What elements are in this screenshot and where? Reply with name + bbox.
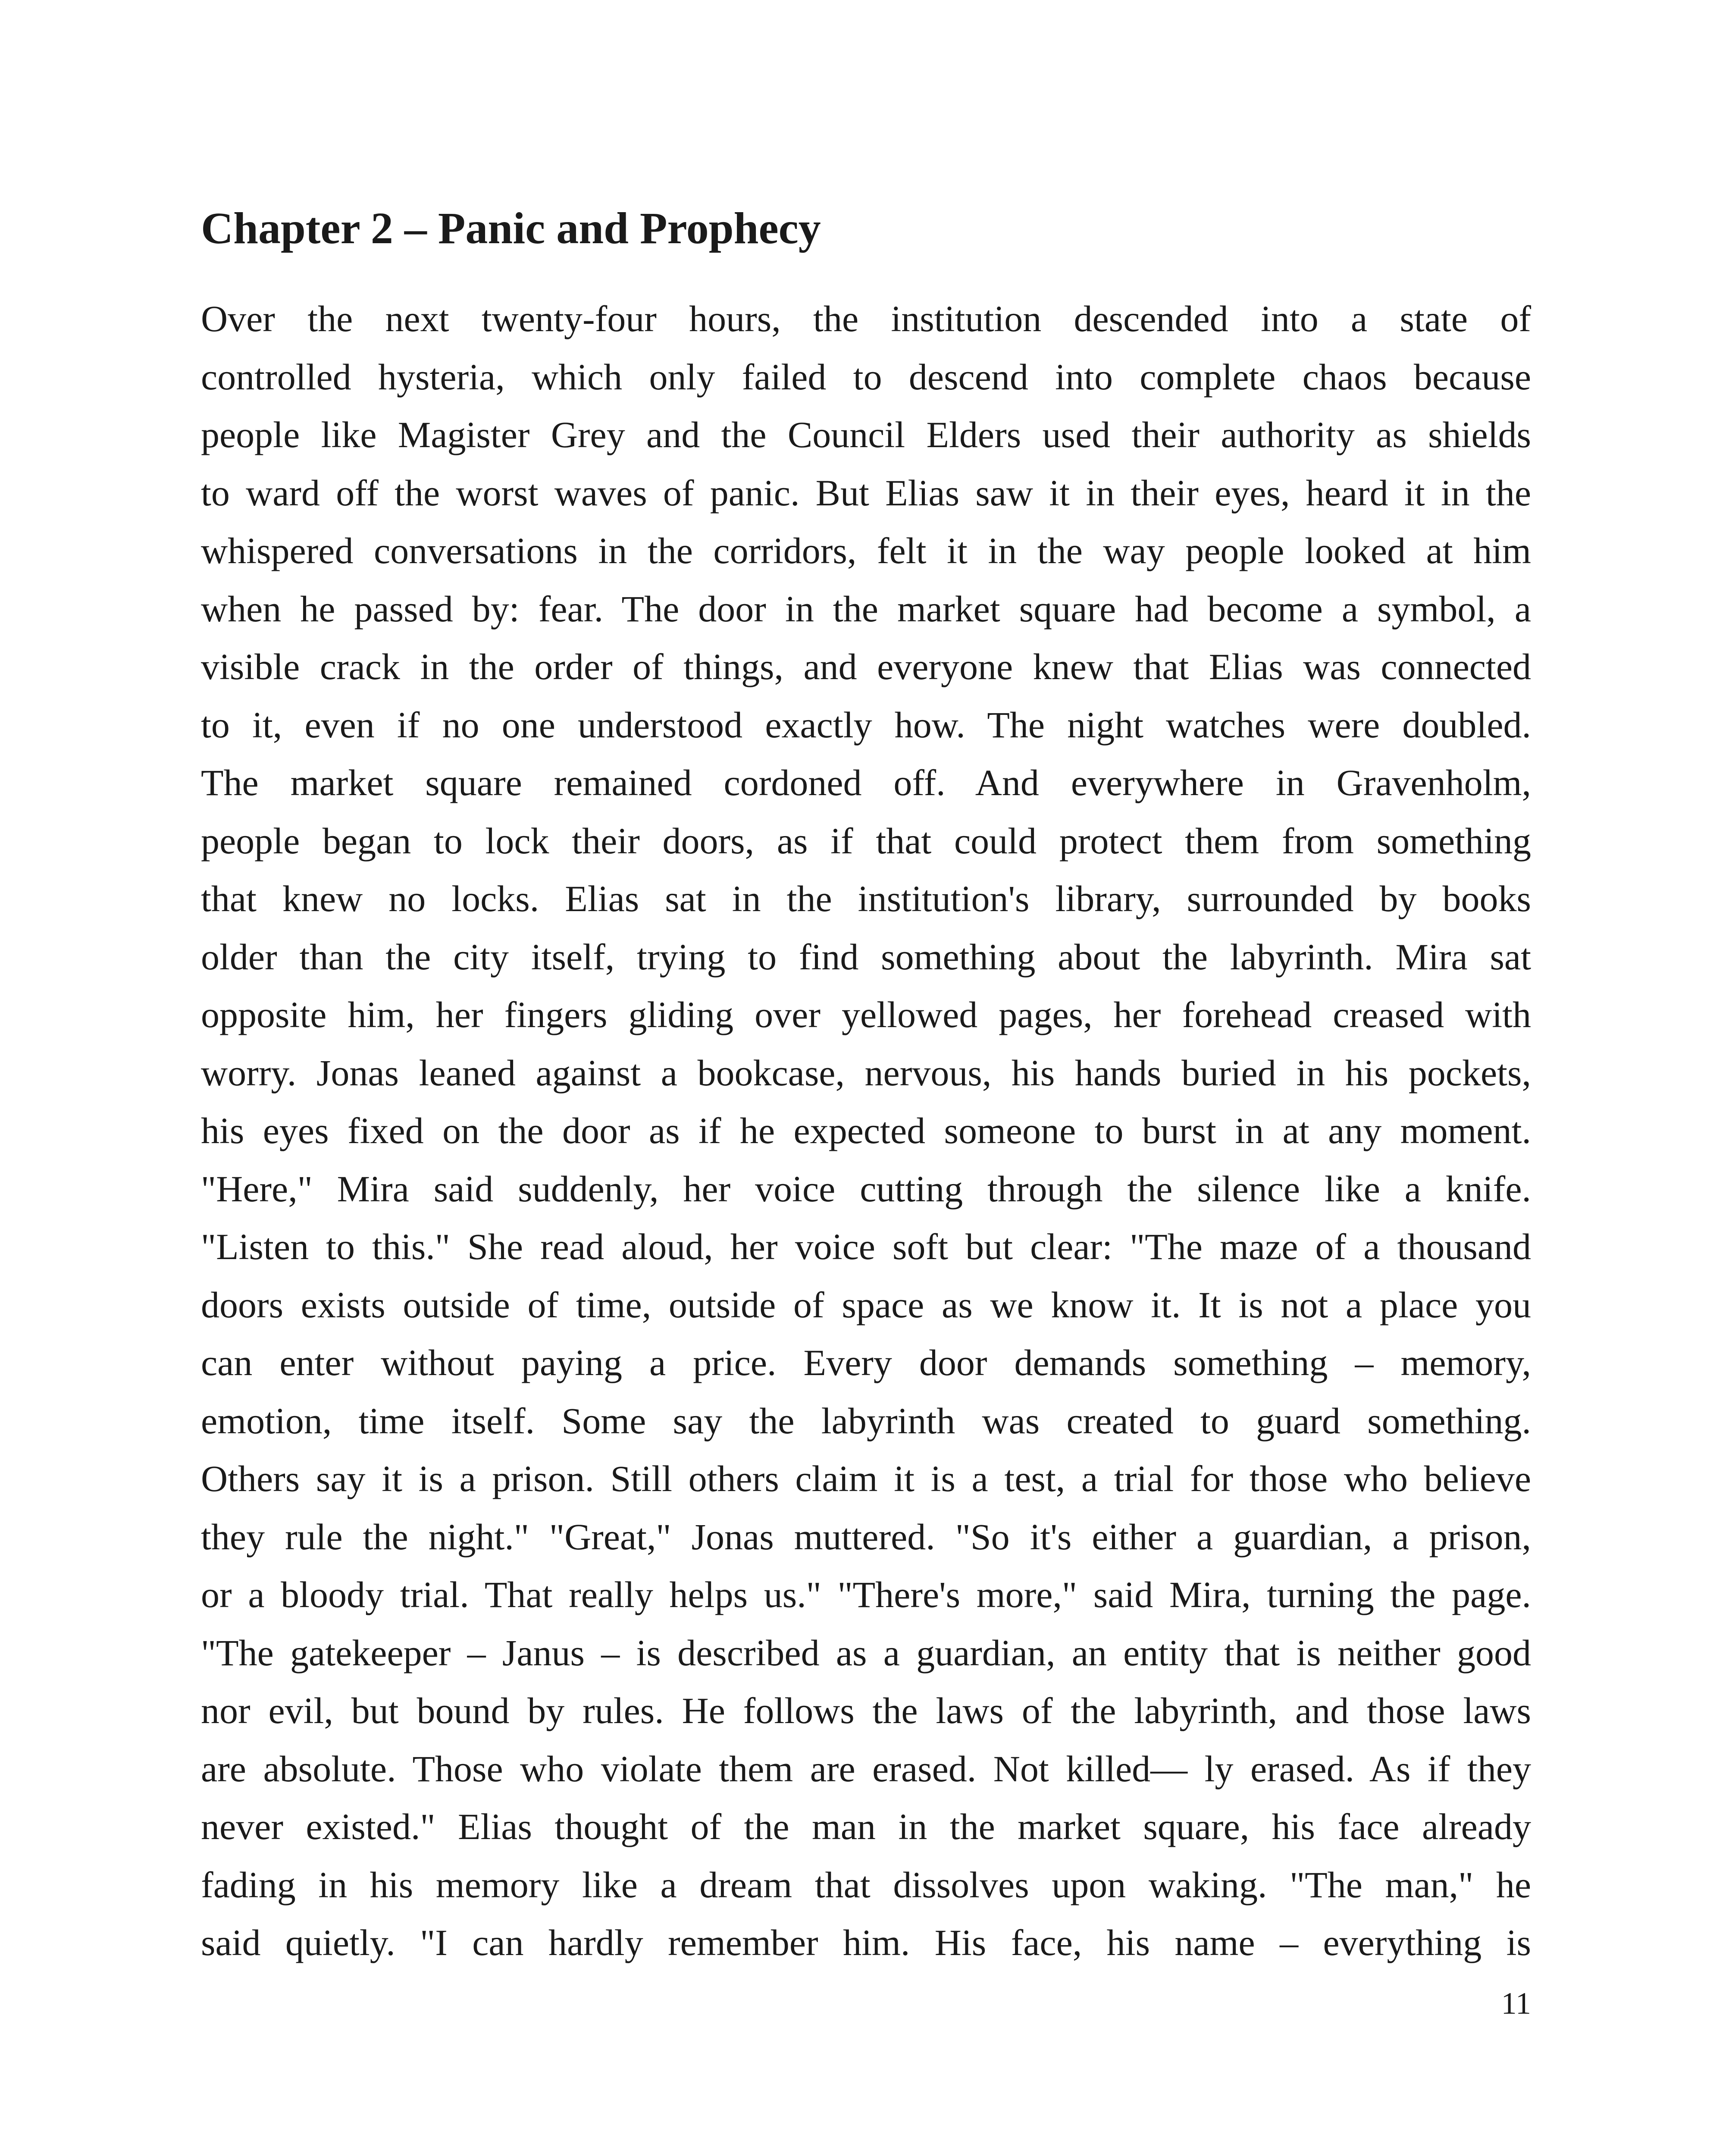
body-text [201,290,1531,1972]
body-line: fading in his memory like a dream that dissolves upon waking. "The man," he [201,1864,1531,1905]
body-line: can enter without paying a price. Every door demands something – memory, [201,1342,1531,1383]
body-line: nor evil, but bound by rules. He follows the laws of the labyrinth, and those laws [201,1690,1531,1731]
body-line: controlled hysteria, which only failed to descend into complete chaos because [201,356,1531,398]
body-line: said quietly. "I can hardly remember him. His face, his name – everything is [201,1922,1531,1963]
body-line: "Listen to this." She read aloud, her voice soft but clear: "The maze of a thousand [201,1226,1531,1267]
body-line: visible crack in the order of things, and everyone knew that Elias was connected [201,646,1531,687]
body-line: that knew no locks. Elias sat in the institution's library, surrounded by books [201,878,1531,919]
body-line: are absolute. Those who violate them are erased. Not killed— ly erased. As if they [201,1748,1531,1789]
body-line: emotion, time itself. Some say the labyrinth was created to guard something. [201,1400,1531,1442]
page-number: 11 [1501,1986,1531,2021]
body-line: his eyes fixed on the door as if he expected someone to burst in at any moment. [201,1110,1531,1151]
body-line: they rule the night." "Great," Jonas muttered. "So it's either a guardian, a prison, [201,1516,1531,1557]
body-line: when he passed by: fear. The door in the market square had become a symbol, a [201,588,1531,630]
body-line: worry. Jonas leaned against a bookcase, nervous, his hands buried in his pockets, [201,1052,1531,1094]
body-line: people like Magister Grey and the Council Elders used their authority as shields [201,414,1531,455]
body-line: never existed." Elias thought of the man in the market square, his face already [201,1806,1531,1847]
body-line: Others say it is a prison. Still others claim it is a test, a trial for those who believe [201,1458,1531,1499]
body-line: "The gatekeeper – Janus – is described as a guardian, an entity that is neither good [201,1632,1531,1673]
body-line: older than the city itself, trying to find something about the labyrinth. Mira sat [201,936,1531,978]
body-line: people began to lock their doors, as if that could protect them from something [201,820,1531,862]
body-line: doors exists outside of time, outside of space as we know it. It is not a place you [201,1284,1531,1326]
body-line: Over the next twenty-four hours, the institution descended into a state of [201,298,1531,339]
body-line: opposite him, her fingers gliding over yellowed pages, her forehead creased with [201,994,1531,1035]
body-line: "Here," Mira said suddenly, her voice cutting through the silence like a knife. [201,1168,1531,1210]
body-line: whispered conversations in the corridors, felt it in the way people looked at him [201,530,1531,571]
body-line: or a bloody trial. That really helps us." "There's more," said Mira, turning the page. [201,1574,1531,1615]
chapter-title: Chapter 2 – Panic and Prophecy [201,204,821,253]
body-line: to it, even if no one understood exactly how. The night watches were doubled. [201,704,1531,746]
body-line: to ward off the worst waves of panic. But Elias saw it in their eyes, heard it in the [201,472,1531,514]
body-line: The market square remained cordoned off. And everywhere in Gravenholm, [201,762,1531,803]
